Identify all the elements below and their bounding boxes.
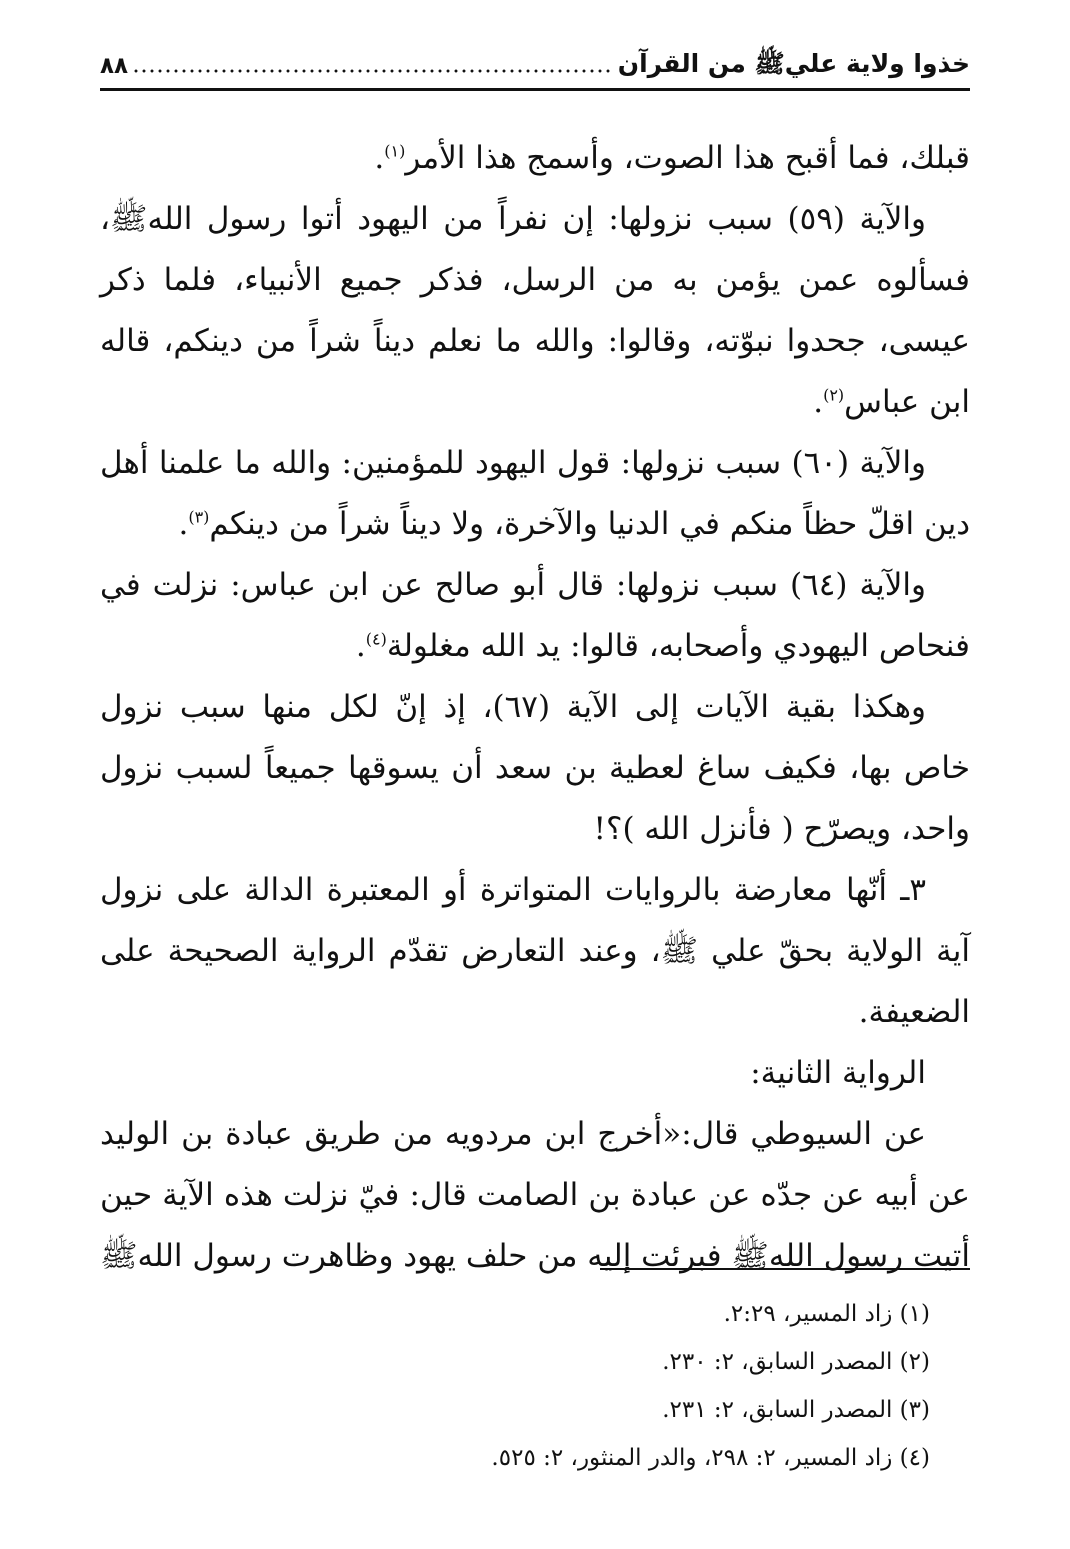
- footnote-4: (٤) زاد المسير، ٢: ٢٩٨، والدر المنثور، ٢: ٥٢٥.: [491, 1445, 930, 1471]
- leader-dots: [132, 69, 610, 73]
- footnote-ref: (٢): [823, 385, 845, 405]
- running-header: [100, 44, 970, 91]
- running-title: خذوا ولاية عليﷺ من القرآن: [617, 48, 970, 78]
- footnote-1: (١) زاد المسير، ٢:٢٩.: [723, 1301, 930, 1327]
- paragraph-verse-60: والآية (٦٠) سبب نزولها: قول اليهود للمؤمنين: والله ما علمنا أهل دين اقلّ حظاً منكم في الدنيا والآخرة، ولا ديناً شراً من دينكم$^{(٣)}$.: [100, 445, 970, 542]
- footnote-ref: (٤): [365, 629, 387, 649]
- footnote-separator: [600, 1268, 970, 1270]
- paragraph-verse-59: والآية (٥٩) سبب نزولها: إن نفراً من اليهود أتوا رسول اللهﷺ، فسألوه عمن يؤمن به من الرسل، فذكر جميع الأنبياء، فلما ذكر عيسى، جحدوا نبوّته، وقالوا: والله ما نعلم ديناً شراً من دينكم، قاله ابن عباس$^{(٢)}$.: [100, 201, 970, 420]
- section-heading-second-narration: الرواية الثانية:: [750, 1055, 926, 1091]
- footnote-3: (٣) المصدر السابق، ٢: ٢٣١.: [662, 1397, 930, 1423]
- footnotes: [100, 1290, 970, 1482]
- footnote-2: (٢) المصدر السابق، ٢: ٢٣٠.: [662, 1349, 930, 1375]
- paragraph-continuation: قبلك، فما أقبح هذا الصوت، وأسمج هذا الأمر$^{(١)}$.: [374, 140, 970, 176]
- paragraph-point-3: ٣ـ أنّها معارضة بالروايات المتواترة أو المعتبرة الدالة على نزول آية الولاية بحقّ علي ﷺ، وعند التعارض تقدّم الرواية الصحيحة على الضعيفة.: [100, 872, 970, 1030]
- footnote-ref: (٣): [188, 507, 210, 527]
- footnote-ref: (١): [384, 141, 406, 161]
- paragraph-suyuti-quote: عن السيوطي قال:«أخرج ابن مردويه من طريق عبادة بن الوليد عن أبيه عن جدّه عن عبادة بن الصامت قال: فيّ نزلت هذه الآية حين أتيت رسول اللهﷺ فبرئت إليه من حلف يهود وظاهرت رسول اللهﷺ: [100, 1116, 970, 1274]
- paragraph-verse-64: والآية (٦٤) سبب نزولها: قال أبو صالح عن ابن عباس: نزلت في فنحاص اليهودي وأصحابه، قالوا: يد الله مغلولة$^{(٤)}$.: [100, 567, 970, 664]
- body-text: [100, 128, 970, 1287]
- page-number: ٨٨: [100, 53, 129, 79]
- paragraph-remaining-verses: وهكذا بقية الآيات إلى الآية (٦٧)، إذ إنّ لكل منها سبب نزول خاص بها، فكيف ساغ لعطية بن سعد أن يسوقها جميعاً لسبب نزول واحد، ويصرّح ( فأنزل الله )؟!: [100, 689, 970, 847]
